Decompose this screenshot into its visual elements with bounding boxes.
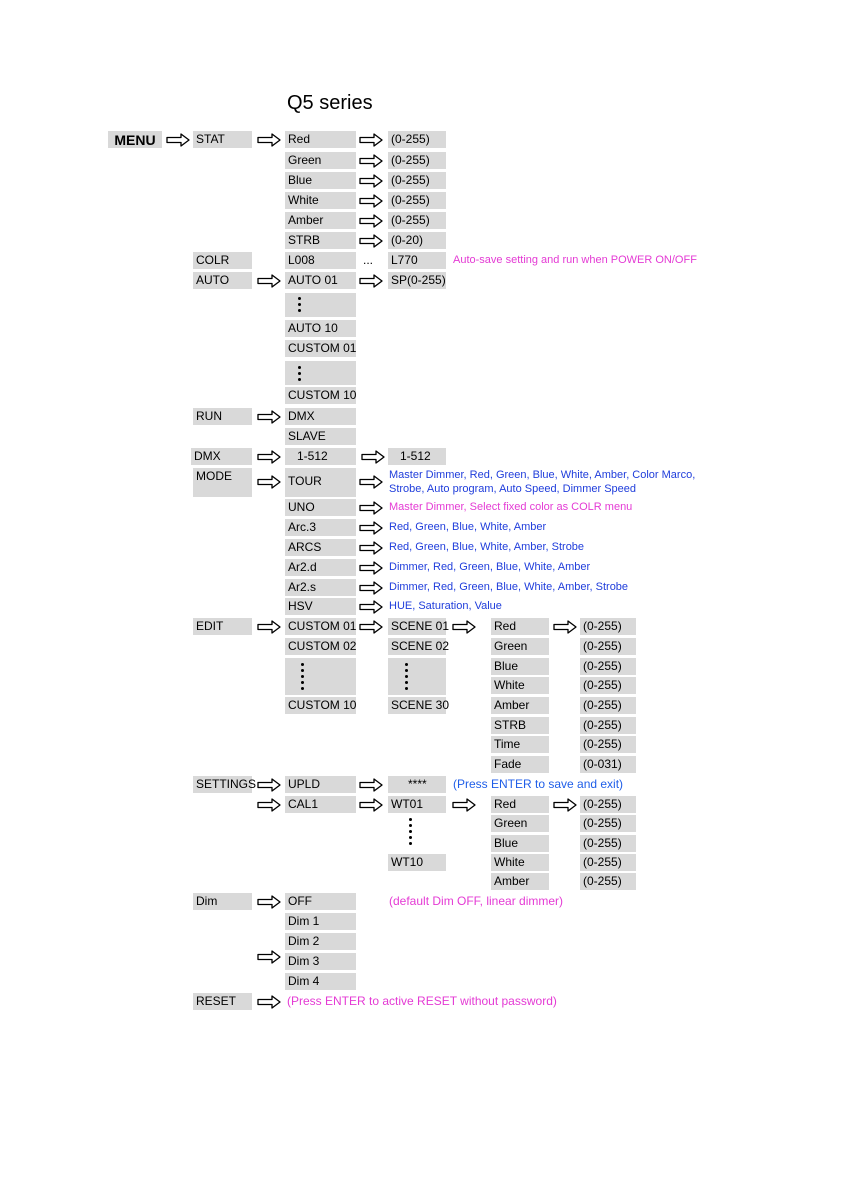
arrow-icon: [359, 133, 383, 147]
arrow-icon: [257, 410, 281, 424]
custom-ellipsis-box: [285, 361, 356, 385]
vertical-ellipsis-icon: [297, 366, 303, 384]
page-title: Q5 series: [287, 92, 373, 114]
settings-stars: ****: [388, 776, 446, 793]
mode-item: Ar2.s: [285, 579, 356, 596]
settings-upld-note: (Press ENTER to save and exit): [453, 777, 624, 791]
colr-note: Auto-save setting and run when POWER ON/OFF: [453, 254, 697, 266]
stat-value: (0-20): [388, 232, 446, 249]
stat-item: Green: [285, 152, 356, 169]
menu-colr: COLR: [193, 252, 252, 269]
menu-run: RUN: [193, 408, 252, 425]
edit-scene: SCENE 01: [388, 618, 446, 635]
settings-upld: UPLD: [285, 776, 356, 793]
edit-value: (0-255): [580, 736, 636, 753]
menu-dim: Dim: [193, 893, 252, 910]
cal-value: (0-255): [580, 835, 636, 852]
mode-item: ARCS: [285, 539, 356, 556]
dim-item: Dim 3: [285, 953, 356, 970]
arrow-icon: [359, 194, 383, 208]
edit-param: Time: [491, 736, 549, 753]
edit-scene: SCENE 30: [388, 697, 446, 714]
vertical-ellipsis-icon: [404, 663, 410, 693]
edit-custom: CUSTOM 02: [285, 638, 356, 655]
mode-desc: Master Dimmer, Select fixed color as COLR menu: [389, 501, 633, 513]
arrow-icon: [359, 778, 383, 792]
dim-item: Dim 2: [285, 933, 356, 950]
mode-item: HSV: [285, 598, 356, 615]
edit-value: (0-031): [580, 756, 636, 773]
arrow-icon: [452, 798, 476, 812]
edit-value: (0-255): [580, 717, 636, 734]
dim-note: (default Dim OFF, linear dimmer): [389, 894, 564, 908]
vertical-ellipsis-icon: [300, 663, 306, 693]
menu-label: MENU: [108, 131, 162, 148]
mode-desc: Master Dimmer, Red, Green, Blue, White, Amber, Color Marco,: [389, 469, 696, 481]
arrow-icon: [359, 581, 383, 595]
cal-param: Red: [491, 796, 549, 813]
auto-item: AUTO 01: [285, 272, 356, 289]
dim-item: Dim 1: [285, 913, 356, 930]
auto-item: CUSTOM 01: [285, 340, 356, 357]
edit-value: (0-255): [580, 677, 636, 694]
arrow-icon: [452, 620, 476, 634]
stat-value: (0-255): [388, 172, 446, 189]
edit-value: (0-255): [580, 618, 636, 635]
arrow-icon: [359, 541, 383, 555]
arrow-icon: [257, 274, 281, 288]
vertical-ellipsis-icon: [297, 297, 303, 315]
cal-value: (0-255): [580, 815, 636, 832]
cal-param: White: [491, 854, 549, 871]
dmx-range: 1-512: [285, 448, 356, 465]
cal-param: Amber: [491, 873, 549, 890]
settings-wt: WT01: [388, 796, 446, 813]
menu-dmx: DMX: [191, 448, 252, 465]
edit-param: Green: [491, 638, 549, 655]
mode-desc: Dimmer, Red, Green, Blue, White, Amber, Strobe: [389, 581, 629, 593]
edit-custom: CUSTOM 01: [285, 618, 356, 635]
stat-item: White: [285, 192, 356, 209]
cal-value: (0-255): [580, 873, 636, 890]
menu-auto: AUTO: [193, 272, 252, 289]
arrow-icon: [257, 475, 281, 489]
stat-value: (0-255): [388, 131, 446, 148]
mode-desc: HUE, Saturation, Value: [389, 600, 502, 612]
mode-item: Ar2.d: [285, 559, 356, 576]
arrow-icon: [359, 600, 383, 614]
edit-param: Blue: [491, 658, 549, 675]
arrow-icon: [359, 274, 383, 288]
cal-param: Blue: [491, 835, 549, 852]
menu-edit: EDIT: [193, 618, 252, 635]
mode-item: TOUR: [285, 468, 356, 497]
mode-desc: Red, Green, Blue, White, Amber: [389, 521, 547, 533]
edit-value: (0-255): [580, 697, 636, 714]
menu-stat: STAT: [193, 131, 252, 148]
arrow-icon: [359, 154, 383, 168]
stat-item: STRB: [285, 232, 356, 249]
mode-desc: Dimmer, Red, Green, Blue, White, Amber: [389, 561, 591, 573]
edit-value: (0-255): [580, 658, 636, 675]
arrow-icon: [359, 620, 383, 634]
mode-item: UNO: [285, 499, 356, 516]
auto-ellipsis-box: [285, 293, 356, 317]
menu-settings: SETTINGS: [193, 776, 252, 793]
arrow-icon: [257, 798, 281, 812]
stat-item: Amber: [285, 212, 356, 229]
stat-value: (0-255): [388, 212, 446, 229]
arrow-icon: [553, 798, 577, 812]
arrow-icon: [359, 521, 383, 535]
arrow-icon: [359, 501, 383, 515]
cal-value: (0-255): [580, 796, 636, 813]
dmx-value: 1-512: [388, 448, 446, 465]
arrow-icon: [257, 133, 281, 147]
stat-item: Blue: [285, 172, 356, 189]
colr-from: L008: [285, 252, 356, 269]
vertical-ellipsis-icon: [408, 818, 414, 848]
settings-cal: CAL1: [285, 796, 356, 813]
stat-value: (0-255): [388, 192, 446, 209]
reset-note: (Press ENTER to active RESET without password): [287, 994, 557, 1008]
auto-item: CUSTOM 10: [285, 387, 356, 404]
arrow-icon: [257, 620, 281, 634]
arrow-icon: [257, 778, 281, 792]
arrow-icon: [359, 475, 383, 489]
dim-item: Dim 4: [285, 973, 356, 990]
colr-to: L770: [388, 252, 446, 269]
menu-reset: RESET: [193, 993, 252, 1010]
scene-ellipsis-box: [388, 658, 446, 695]
stat-item: Red: [285, 131, 356, 148]
mode-desc: Strobe, Auto program, Auto Speed, Dimmer Speed: [389, 483, 637, 495]
arrow-icon: [359, 174, 383, 188]
cal-value: (0-255): [580, 854, 636, 871]
arrow-icon: [257, 895, 281, 909]
edit-param: Amber: [491, 697, 549, 714]
arrow-icon: [359, 234, 383, 248]
edit-custom: CUSTOM 10: [285, 697, 356, 714]
stat-value: (0-255): [388, 152, 446, 169]
arrow-icon: [257, 450, 281, 464]
menu-mode: MODE: [193, 468, 252, 497]
edit-scene: SCENE 02: [388, 638, 446, 655]
edit-param: Red: [491, 618, 549, 635]
dim-item: OFF: [285, 893, 356, 910]
edit-param: Fade: [491, 756, 549, 773]
colr-ellipsis: ...: [363, 253, 374, 267]
arrow-icon: [553, 620, 577, 634]
run-item: DMX: [285, 408, 356, 425]
arrow-icon: [257, 950, 281, 964]
cal-param: Green: [491, 815, 549, 832]
custom-ellipsis-box: [285, 658, 356, 695]
auto-item: AUTO 10: [285, 320, 356, 337]
arrow-icon: [359, 214, 383, 228]
edit-param: STRB: [491, 717, 549, 734]
mode-item: Arc.3: [285, 519, 356, 536]
arrow-icon: [359, 561, 383, 575]
arrow-icon: [166, 133, 190, 147]
mode-desc: Red, Green, Blue, White, Amber, Strobe: [389, 541, 585, 553]
arrow-icon: [361, 450, 385, 464]
arrow-icon: [359, 798, 383, 812]
run-item: SLAVE: [285, 428, 356, 445]
arrow-icon: [257, 995, 281, 1009]
auto-speed: SP(0-255): [388, 272, 446, 289]
edit-value: (0-255): [580, 638, 636, 655]
edit-param: White: [491, 677, 549, 694]
settings-wt: WT10: [388, 854, 446, 871]
